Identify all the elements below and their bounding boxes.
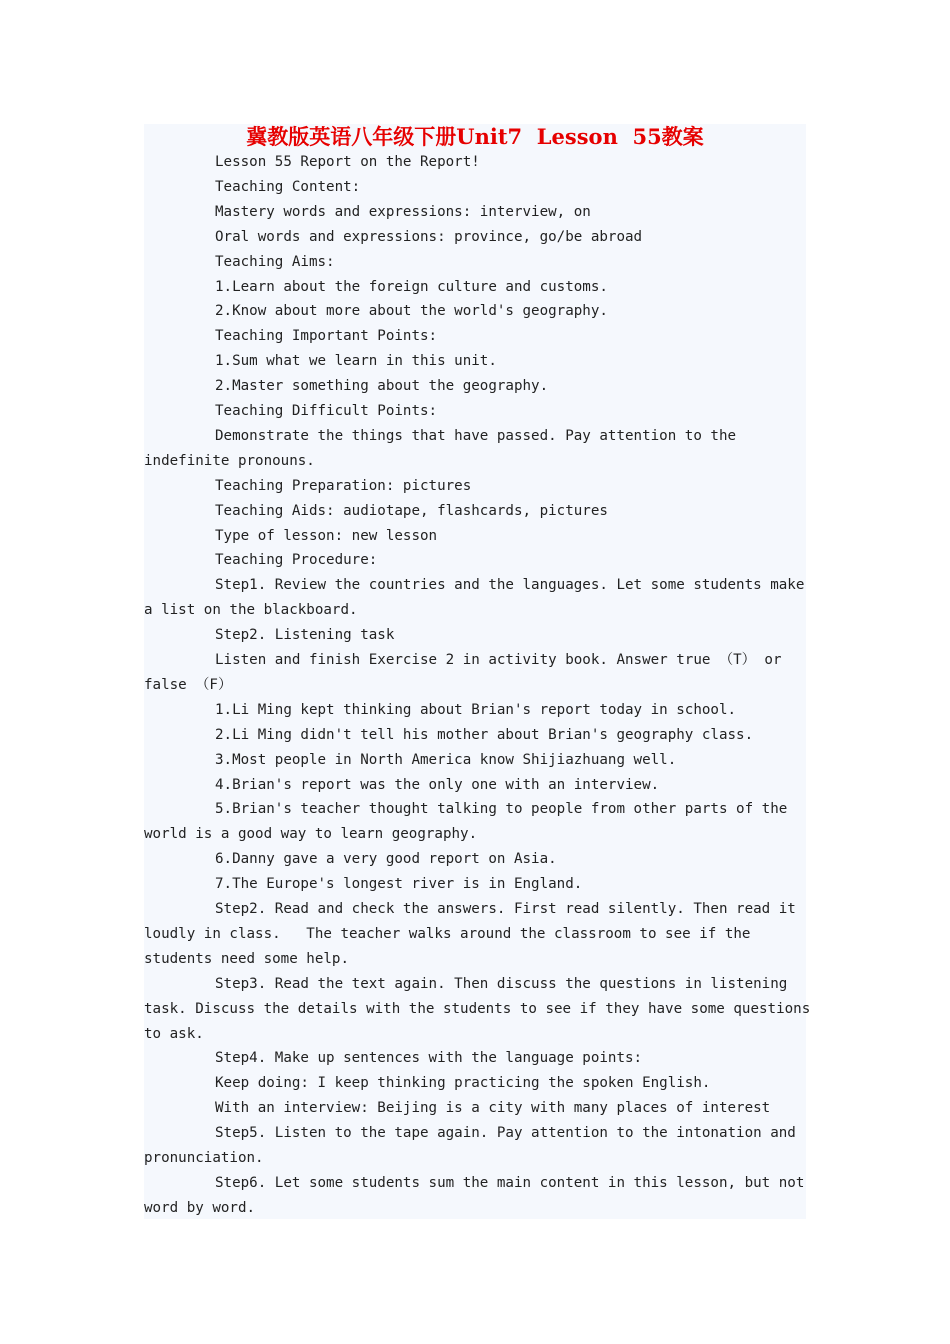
text-line: Teaching Procedure: bbox=[215, 552, 378, 569]
text-line: Step2. Read and check the answers. First read silently. Then read it bbox=[215, 901, 796, 917]
text-line: Oral words and expressions: province, go/be abroad bbox=[215, 228, 643, 245]
text-line: Mastery words and expressions: interview, on bbox=[215, 203, 591, 220]
text-line: Teaching Difficult Points: bbox=[215, 403, 438, 419]
text-line: Teaching Content: bbox=[215, 178, 361, 195]
text-line: pronunciation. bbox=[144, 1150, 264, 1166]
text-line: Teaching Important Points: bbox=[215, 328, 438, 345]
text-line: Demonstrate the things that have passed. Pay attention to the bbox=[215, 427, 737, 444]
text-line: 1.Learn about the foreign culture and customs. bbox=[215, 278, 608, 295]
text-line: false （F） bbox=[144, 676, 233, 693]
text-line: world is a good way to learn geography. bbox=[144, 826, 478, 843]
text-line: 1.Li Ming kept thinking about Brian's report today in school. bbox=[215, 701, 737, 718]
text-line: Listen and finish Exercise 2 in activity book. Answer true （T） or bbox=[215, 652, 782, 668]
text-line: Step2. Listening task bbox=[215, 627, 395, 644]
text-line: Step3. Read the text again. Then discuss the questions in listening bbox=[215, 975, 788, 992]
text-line: 2.Li Ming didn't tell his mother about Brian's geography class. bbox=[215, 726, 754, 743]
text-line: Teaching Preparation: pictures bbox=[215, 477, 472, 494]
text-line: Step5. Listen to the tape again. Pay attention to the intonation and bbox=[215, 1125, 796, 1142]
text-line: Step4. Make up sentences with the language points: bbox=[215, 1050, 643, 1067]
text-line: task. Discuss the details with the students to see if they have some questions bbox=[144, 1000, 811, 1017]
text-line: 3.Most people in North America know Shijiazhuang well. bbox=[215, 751, 677, 768]
text-line: Step1. Review the countries and the languages. Let some students make bbox=[215, 577, 805, 594]
text-line: 6.Danny gave a very good report on Asia. bbox=[215, 851, 557, 868]
text-line: to ask. bbox=[144, 1025, 204, 1042]
text-line: a list on the blackboard. bbox=[144, 602, 358, 619]
text-line: indefinite pronouns. bbox=[144, 452, 315, 469]
text-line: Teaching Aims: bbox=[215, 253, 335, 270]
text-line: With an interview: Beijing is a city with many places of interest bbox=[215, 1100, 771, 1117]
text-line: Type of lesson: new lesson bbox=[215, 527, 438, 544]
text-line: Keep doing: I keep thinking practicing the spoken English. bbox=[215, 1075, 711, 1092]
text-line: loudly in class. The teacher walks around the classroom to see if the bbox=[144, 925, 751, 942]
text-line: 5.Brian's teacher thought talking to people from other parts of the bbox=[215, 801, 788, 818]
text-line: 2.Know about more about the world's geography. bbox=[215, 303, 608, 320]
text-line: Teaching Aids: audiotape, flashcards, pictures bbox=[215, 502, 608, 519]
text-line: 4.Brian's report was the only one with an interview. bbox=[215, 776, 660, 793]
text-line: Lesson 55 Report on the Report! bbox=[215, 154, 480, 170]
text-line: word by word. bbox=[144, 1199, 256, 1216]
text-line: 1.Sum what we learn in this unit. bbox=[215, 353, 497, 370]
text-line: 7.The Europe's longest river is in England. bbox=[215, 876, 583, 893]
document-title: 冀教版英语八年级下册Unit7 Lesson 55教案 bbox=[246, 124, 704, 149]
text-line: Step6. Let some students sum the main content in this lesson, but not bbox=[215, 1174, 805, 1191]
text-line: 2.Master something about the geography. bbox=[215, 378, 549, 395]
text-line: students need some help. bbox=[144, 950, 349, 967]
